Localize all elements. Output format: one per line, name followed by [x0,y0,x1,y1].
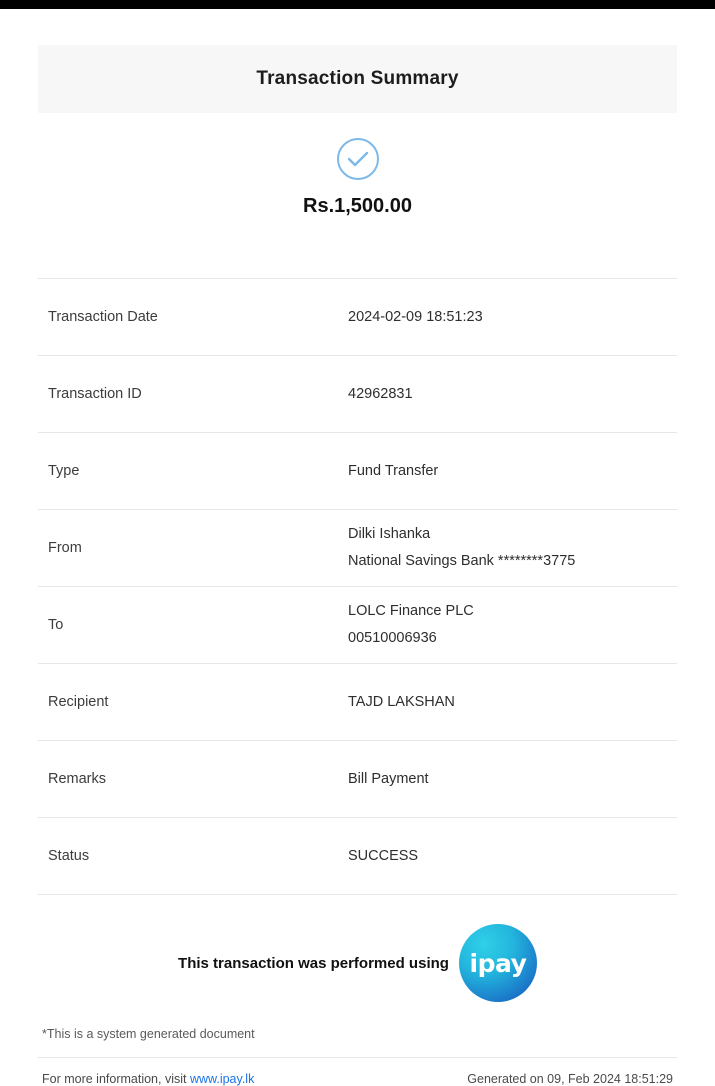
amount-value: Rs.1,500.00 [303,195,412,217]
row-label: Recipient [48,694,109,710]
row-label: Transaction ID [48,386,142,402]
top-black-bar [0,0,715,9]
system-generated-note: *This is a system generated document [42,1027,255,1041]
amount-block [38,113,677,218]
row-value-line1: 42962831 [348,385,413,402]
table-row [38,664,677,741]
row-label: From [48,540,82,556]
title-band [38,45,677,113]
row-value-line1: TAJD LAKSHAN [348,693,455,710]
row-value [348,304,677,331]
table-row [38,587,677,664]
row-label: Type [48,463,80,479]
row-value [348,598,677,652]
performed-using-block [38,923,677,1003]
row-label: Status [48,848,90,864]
ipay-logo-icon [459,924,537,1002]
row-value [348,843,677,870]
row-label: To [48,617,64,633]
table-row [38,818,677,895]
footer-info-prefix: For more information, visit [42,1072,190,1086]
receipt-sheet [0,9,715,1086]
footer [38,1057,677,1086]
row-value-line1: SUCCESS [348,847,419,864]
row-value-line1: Dilki Ishanka [348,526,431,543]
table-row [38,510,677,587]
footer-info [42,1072,254,1086]
row-value-line2: National Savings Bank ********3775 [348,553,576,569]
footer-generated-on: Generated on 09, Feb 2024 18:51:29 [467,1072,673,1086]
row-value-line1: 2024-02-09 18:51:23 [348,308,483,325]
table-row [38,278,677,356]
row-value-line1: Fund Transfer [348,462,439,479]
table-row [38,433,677,510]
ipay-logo-text: ipay [469,948,527,978]
row-value [348,766,677,793]
performed-using-text: This transaction was performed using [178,954,449,972]
row-label: Transaction Date [48,309,158,325]
row-value-line1: LOLC Finance PLC [348,603,474,620]
row-value [348,458,677,485]
row-value [348,689,677,716]
table-row [38,356,677,433]
row-value [348,381,677,408]
row-label: Remarks [48,771,107,787]
row-value [348,521,677,575]
ipay-website-link[interactable]: www.ipay.lk [189,1072,255,1086]
receipt-body [38,45,677,1086]
table-row [38,741,677,818]
details-table [38,278,677,895]
check-circle-icon [336,137,380,181]
page-title: Transaction Summary [256,68,459,89]
row-value-line1: Bill Payment [348,770,429,787]
row-value-line2: 00510006936 [348,630,437,646]
